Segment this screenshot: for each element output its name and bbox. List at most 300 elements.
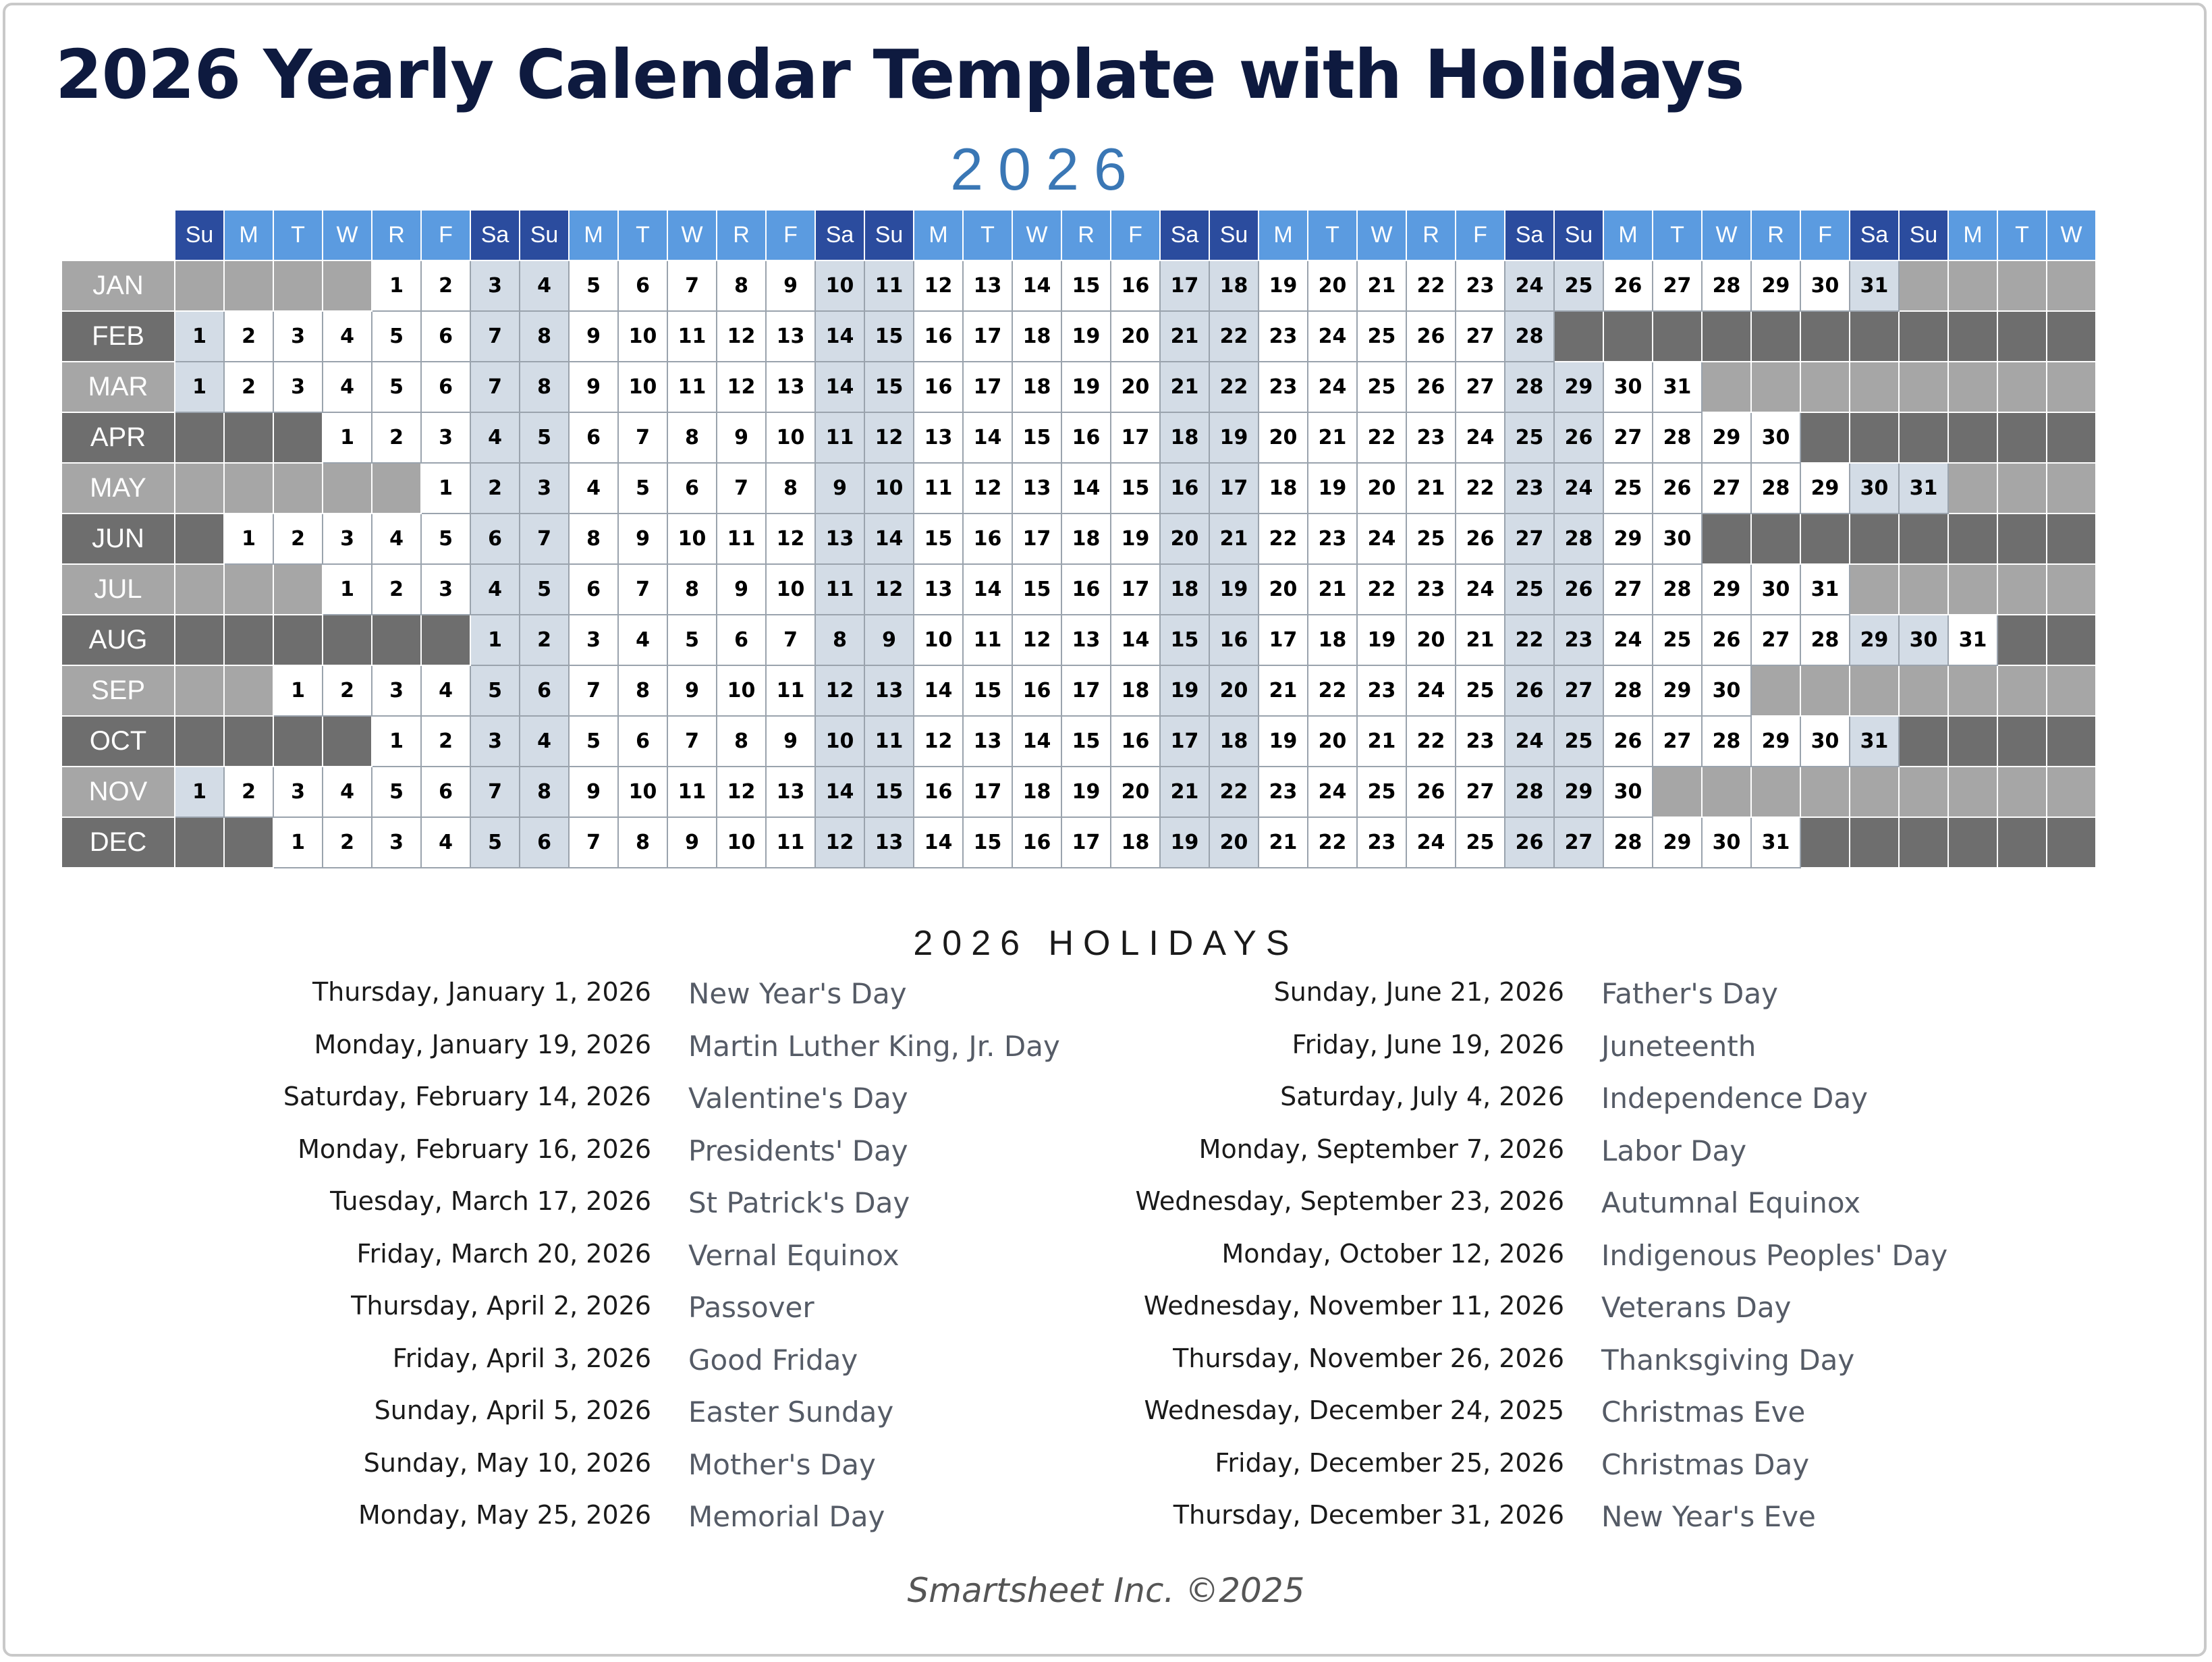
day-cell: 4 bbox=[323, 767, 372, 817]
day-cell: 14 bbox=[815, 311, 864, 362]
day-cell: 2 bbox=[421, 716, 470, 767]
day-cell: 20 bbox=[1111, 311, 1160, 362]
holiday-name: Memorial Day bbox=[688, 1500, 885, 1533]
day-cell: 14 bbox=[864, 514, 914, 564]
day-cell: 28 bbox=[1702, 260, 1751, 311]
day-cell: 22 bbox=[1406, 716, 1456, 767]
day-cell: 12 bbox=[1012, 615, 1061, 665]
day-cell: 31 bbox=[1751, 817, 1800, 868]
day-cell: 31 bbox=[1850, 260, 1899, 311]
day-cell: 20 bbox=[1406, 615, 1456, 665]
day-cell: 26 bbox=[1603, 716, 1653, 767]
day-cell: 7 bbox=[520, 514, 569, 564]
empty-cell bbox=[224, 463, 273, 514]
day-cell: 23 bbox=[1406, 412, 1456, 463]
day-cell: 29 bbox=[1800, 463, 1850, 514]
empty-cell bbox=[1751, 311, 1800, 362]
day-cell: 27 bbox=[1554, 665, 1603, 716]
day-cell: 24 bbox=[1308, 767, 1357, 817]
day-cell: 16 bbox=[963, 514, 1012, 564]
empty-cell bbox=[175, 817, 224, 868]
day-cell: 24 bbox=[1406, 817, 1456, 868]
month-row-aug bbox=[61, 615, 2096, 665]
day-header: Sa bbox=[1850, 210, 1899, 260]
day-cell: 27 bbox=[1653, 716, 1702, 767]
empty-cell bbox=[1702, 311, 1751, 362]
holiday-date: Friday, June 19, 2026 bbox=[1292, 1029, 1564, 1059]
day-header: R bbox=[372, 210, 421, 260]
empty-cell bbox=[1899, 767, 1948, 817]
day-header: Sa bbox=[815, 210, 864, 260]
day-cell: 1 bbox=[470, 615, 520, 665]
day-cell: 27 bbox=[1653, 260, 1702, 311]
day-cell: 14 bbox=[1012, 260, 1061, 311]
day-cell: 10 bbox=[815, 716, 864, 767]
empty-cell bbox=[1800, 665, 1850, 716]
day-cell: 15 bbox=[1111, 463, 1160, 514]
day-cell: 13 bbox=[963, 716, 1012, 767]
day-header: R bbox=[1406, 210, 1456, 260]
day-cell: 30 bbox=[1653, 514, 1702, 564]
empty-cell bbox=[323, 615, 372, 665]
day-cell: 2 bbox=[224, 362, 273, 412]
day-cell: 16 bbox=[1012, 665, 1061, 716]
day-cell: 16 bbox=[1111, 716, 1160, 767]
day-cell: 15 bbox=[1012, 412, 1061, 463]
day-cell: 5 bbox=[667, 615, 717, 665]
day-cell: 18 bbox=[1012, 767, 1061, 817]
empty-cell bbox=[1948, 817, 1997, 868]
day-cell: 22 bbox=[1456, 463, 1505, 514]
empty-cell bbox=[224, 412, 273, 463]
holiday-row bbox=[0, 1134, 1747, 1187]
holiday-row bbox=[0, 1238, 1948, 1292]
day-cell: 23 bbox=[1406, 564, 1456, 615]
empty-cell bbox=[1800, 514, 1850, 564]
day-cell: 4 bbox=[421, 665, 470, 716]
day-header: T bbox=[1997, 210, 2047, 260]
empty-cell bbox=[2047, 412, 2096, 463]
day-cell: 11 bbox=[963, 615, 1012, 665]
day-cell: 11 bbox=[717, 514, 766, 564]
day-cell: 20 bbox=[1308, 260, 1357, 311]
day-cell: 16 bbox=[914, 362, 963, 412]
holiday-date: Wednesday, November 11, 2026 bbox=[1143, 1291, 1564, 1321]
empty-cell bbox=[2047, 665, 2096, 716]
empty-cell bbox=[1948, 665, 1997, 716]
day-header: W bbox=[1357, 210, 1406, 260]
holiday-name: Juneteenth bbox=[1601, 1029, 1757, 1063]
holiday-name: Good Friday bbox=[688, 1343, 858, 1377]
holiday-row bbox=[0, 1291, 1792, 1344]
day-header: F bbox=[421, 210, 470, 260]
empty-cell bbox=[2047, 514, 2096, 564]
day-cell: 11 bbox=[864, 260, 914, 311]
empty-cell bbox=[1948, 564, 1997, 615]
day-cell: 7 bbox=[470, 767, 520, 817]
empty-cell bbox=[1751, 767, 1800, 817]
day-cell: 31 bbox=[1653, 362, 1702, 412]
day-cell: 2 bbox=[421, 260, 470, 311]
empty-cell bbox=[273, 615, 323, 665]
day-cell: 21 bbox=[1357, 260, 1406, 311]
day-cell: 11 bbox=[815, 564, 864, 615]
holidays-list-right bbox=[0, 977, 1948, 1553]
empty-cell bbox=[1653, 311, 1702, 362]
holiday-name: Independence Day bbox=[1601, 1082, 1868, 1115]
day-cell: 17 bbox=[1160, 260, 1209, 311]
holiday-date: Friday, December 25, 2026 bbox=[1215, 1447, 1564, 1478]
month-label: OCT bbox=[61, 716, 175, 767]
day-header: T bbox=[618, 210, 667, 260]
day-cell: 21 bbox=[1209, 514, 1259, 564]
day-cell: 24 bbox=[1554, 463, 1603, 514]
holiday-date: Thursday, April 2, 2026 bbox=[351, 1291, 651, 1321]
day-cell: 13 bbox=[815, 514, 864, 564]
day-header: M bbox=[914, 210, 963, 260]
empty-cell bbox=[1997, 260, 2047, 311]
month-row-sep bbox=[61, 665, 2096, 716]
day-cell: 14 bbox=[914, 665, 963, 716]
day-cell: 13 bbox=[963, 260, 1012, 311]
empty-cell bbox=[273, 564, 323, 615]
day-cell: 23 bbox=[1456, 716, 1505, 767]
day-cell: 20 bbox=[1259, 412, 1308, 463]
day-cell: 7 bbox=[667, 260, 717, 311]
day-cell: 11 bbox=[667, 362, 717, 412]
day-cell: 12 bbox=[815, 665, 864, 716]
day-cell: 19 bbox=[1160, 817, 1209, 868]
day-header: T bbox=[1653, 210, 1702, 260]
day-cell: 31 bbox=[1800, 564, 1850, 615]
month-label: AUG bbox=[61, 615, 175, 665]
day-cell: 10 bbox=[815, 260, 864, 311]
day-cell: 26 bbox=[1456, 514, 1505, 564]
empty-cell bbox=[1997, 412, 2047, 463]
month-row-feb bbox=[61, 311, 2096, 362]
day-cell: 26 bbox=[1554, 412, 1603, 463]
day-cell: 10 bbox=[717, 817, 766, 868]
day-cell: 3 bbox=[273, 311, 323, 362]
empty-cell bbox=[1751, 362, 1800, 412]
day-cell: 11 bbox=[766, 817, 815, 868]
day-cell: 6 bbox=[520, 665, 569, 716]
day-cell: 18 bbox=[1111, 817, 1160, 868]
day-cell: 16 bbox=[1209, 615, 1259, 665]
day-cell: 24 bbox=[1603, 615, 1653, 665]
day-cell: 2 bbox=[273, 514, 323, 564]
day-header: F bbox=[1800, 210, 1850, 260]
day-cell: 20 bbox=[1259, 564, 1308, 615]
empty-cell bbox=[2047, 716, 2096, 767]
day-header: R bbox=[1061, 210, 1111, 260]
empty-cell bbox=[224, 716, 273, 767]
day-cell: 16 bbox=[1061, 564, 1111, 615]
day-cell: 25 bbox=[1357, 767, 1406, 817]
holiday-row bbox=[0, 1082, 1868, 1134]
day-cell: 18 bbox=[1259, 463, 1308, 514]
holiday-name: Vernal Equinox bbox=[688, 1238, 900, 1272]
day-cell: 14 bbox=[963, 412, 1012, 463]
day-cell: 5 bbox=[520, 564, 569, 615]
day-header: Sa bbox=[1505, 210, 1554, 260]
day-cell: 28 bbox=[1603, 817, 1653, 868]
holiday-date: Monday, May 25, 2026 bbox=[358, 1500, 651, 1530]
holiday-row bbox=[0, 1500, 1816, 1553]
holiday-date: Tuesday, March 17, 2026 bbox=[330, 1186, 651, 1216]
day-cell: 6 bbox=[618, 260, 667, 311]
day-cell: 3 bbox=[372, 665, 421, 716]
day-cell: 12 bbox=[914, 260, 963, 311]
day-cell: 23 bbox=[1357, 665, 1406, 716]
day-cell: 30 bbox=[1751, 564, 1800, 615]
day-cell: 28 bbox=[1603, 665, 1653, 716]
day-cell: 16 bbox=[1111, 260, 1160, 311]
day-header: Su bbox=[1899, 210, 1948, 260]
day-cell: 15 bbox=[963, 817, 1012, 868]
empty-cell bbox=[2047, 817, 2096, 868]
day-cell: 18 bbox=[1160, 412, 1209, 463]
day-cell: 4 bbox=[372, 514, 421, 564]
day-cell: 30 bbox=[1800, 260, 1850, 311]
holiday-name: Autumnal Equinox bbox=[1601, 1186, 1861, 1219]
empty-cell bbox=[224, 817, 273, 868]
day-cell: 9 bbox=[766, 260, 815, 311]
day-cell: 13 bbox=[914, 564, 963, 615]
day-header: F bbox=[1456, 210, 1505, 260]
empty-cell bbox=[1800, 311, 1850, 362]
day-cell: 8 bbox=[618, 665, 667, 716]
day-cell: 28 bbox=[1505, 362, 1554, 412]
day-cell: 27 bbox=[1603, 412, 1653, 463]
day-cell: 14 bbox=[815, 767, 864, 817]
day-cell: 1 bbox=[273, 665, 323, 716]
day-cell: 7 bbox=[667, 716, 717, 767]
holiday-date: Friday, March 20, 2026 bbox=[356, 1238, 651, 1269]
day-cell: 14 bbox=[1111, 615, 1160, 665]
day-cell: 21 bbox=[1259, 665, 1308, 716]
day-cell: 9 bbox=[815, 463, 864, 514]
empty-cell bbox=[1899, 817, 1948, 868]
day-cell: 8 bbox=[520, 362, 569, 412]
day-cell: 17 bbox=[1061, 817, 1111, 868]
day-cell: 1 bbox=[372, 716, 421, 767]
day-cell: 11 bbox=[914, 463, 963, 514]
day-header: F bbox=[1111, 210, 1160, 260]
day-cell: 20 bbox=[1209, 665, 1259, 716]
day-cell: 21 bbox=[1406, 463, 1456, 514]
day-cell: 21 bbox=[1456, 615, 1505, 665]
month-row-jan bbox=[61, 260, 2096, 311]
day-header: Sa bbox=[470, 210, 520, 260]
month-label: APR bbox=[61, 412, 175, 463]
day-cell: 7 bbox=[569, 665, 618, 716]
holiday-row bbox=[0, 1029, 1757, 1082]
day-cell: 9 bbox=[766, 716, 815, 767]
empty-cell bbox=[175, 564, 224, 615]
day-cell: 19 bbox=[1061, 311, 1111, 362]
empty-cell bbox=[175, 716, 224, 767]
day-cell: 13 bbox=[864, 665, 914, 716]
empty-cell bbox=[1899, 311, 1948, 362]
month-label: JUN bbox=[61, 514, 175, 564]
empty-cell bbox=[1800, 362, 1850, 412]
day-cell: 29 bbox=[1702, 564, 1751, 615]
day-cell: 25 bbox=[1505, 564, 1554, 615]
empty-cell bbox=[2047, 615, 2096, 665]
day-cell: 26 bbox=[1603, 260, 1653, 311]
day-cell: 18 bbox=[1160, 564, 1209, 615]
day-cell: 13 bbox=[766, 362, 815, 412]
day-header: T bbox=[273, 210, 323, 260]
day-cell: 26 bbox=[1406, 362, 1456, 412]
holidays-heading: 2026 HOLIDAYS bbox=[913, 924, 1299, 963]
day-header: W bbox=[667, 210, 717, 260]
empty-cell bbox=[1899, 665, 1948, 716]
empty-cell bbox=[1554, 311, 1603, 362]
holiday-date: Monday, October 12, 2026 bbox=[1221, 1238, 1564, 1269]
day-cell: 5 bbox=[569, 716, 618, 767]
day-header: F bbox=[766, 210, 815, 260]
holiday-name: Mother's Day bbox=[688, 1447, 876, 1481]
day-cell: 4 bbox=[520, 260, 569, 311]
day-cell: 25 bbox=[1554, 716, 1603, 767]
day-cell: 27 bbox=[1603, 564, 1653, 615]
day-cell: 23 bbox=[1456, 260, 1505, 311]
day-cell: 28 bbox=[1751, 463, 1800, 514]
day-cell: 1 bbox=[421, 463, 470, 514]
empty-cell bbox=[273, 260, 323, 311]
day-header: W bbox=[2047, 210, 2096, 260]
day-cell: 22 bbox=[1505, 615, 1554, 665]
day-cell: 27 bbox=[1702, 463, 1751, 514]
month-label: JUL bbox=[61, 564, 175, 615]
day-cell: 2 bbox=[323, 665, 372, 716]
day-cell: 2 bbox=[372, 564, 421, 615]
day-cell: 26 bbox=[1406, 767, 1456, 817]
day-cell: 7 bbox=[618, 412, 667, 463]
empty-cell bbox=[273, 716, 323, 767]
day-header: Su bbox=[520, 210, 569, 260]
empty-cell bbox=[175, 463, 224, 514]
day-cell: 5 bbox=[470, 665, 520, 716]
day-cell: 7 bbox=[470, 362, 520, 412]
holiday-date: Monday, September 7, 2026 bbox=[1198, 1134, 1564, 1164]
day-cell: 31 bbox=[1850, 716, 1899, 767]
day-cell: 10 bbox=[914, 615, 963, 665]
day-cell: 17 bbox=[1160, 716, 1209, 767]
day-cell: 1 bbox=[224, 514, 273, 564]
day-cell: 15 bbox=[1160, 615, 1209, 665]
empty-cell bbox=[1850, 817, 1899, 868]
empty-cell bbox=[1850, 665, 1899, 716]
empty-cell bbox=[1948, 412, 1997, 463]
holiday-row bbox=[0, 1395, 1806, 1448]
empty-cell bbox=[1850, 362, 1899, 412]
day-cell: 19 bbox=[1061, 362, 1111, 412]
empty-cell bbox=[224, 564, 273, 615]
holiday-name: Veterans Day bbox=[1601, 1291, 1792, 1324]
day-cell: 3 bbox=[421, 412, 470, 463]
day-cell: 20 bbox=[1209, 817, 1259, 868]
day-cell: 15 bbox=[1061, 716, 1111, 767]
day-cell: 11 bbox=[815, 412, 864, 463]
day-cell: 3 bbox=[470, 716, 520, 767]
day-cell: 6 bbox=[717, 615, 766, 665]
empty-cell bbox=[1800, 767, 1850, 817]
empty-cell bbox=[323, 716, 372, 767]
day-cell: 9 bbox=[667, 817, 717, 868]
day-cell: 1 bbox=[372, 260, 421, 311]
day-cell: 15 bbox=[864, 767, 914, 817]
day-cell: 19 bbox=[1160, 665, 1209, 716]
day-cell: 12 bbox=[717, 362, 766, 412]
day-cell: 25 bbox=[1505, 412, 1554, 463]
day-header: R bbox=[1751, 210, 1800, 260]
empty-cell bbox=[1702, 767, 1751, 817]
day-cell: 26 bbox=[1505, 817, 1554, 868]
day-cell: 24 bbox=[1505, 260, 1554, 311]
day-cell: 21 bbox=[1357, 716, 1406, 767]
day-cell: 20 bbox=[1308, 716, 1357, 767]
day-cell: 13 bbox=[1012, 463, 1061, 514]
day-cell: 22 bbox=[1209, 767, 1259, 817]
holiday-date: Sunday, June 21, 2026 bbox=[1273, 977, 1564, 1007]
day-cell: 23 bbox=[1554, 615, 1603, 665]
day-cell: 22 bbox=[1209, 311, 1259, 362]
day-cell: 19 bbox=[1357, 615, 1406, 665]
day-cell: 6 bbox=[667, 463, 717, 514]
day-cell: 7 bbox=[717, 463, 766, 514]
day-cell: 15 bbox=[864, 362, 914, 412]
day-cell: 2 bbox=[470, 463, 520, 514]
day-cell: 30 bbox=[1800, 716, 1850, 767]
empty-cell bbox=[323, 260, 372, 311]
month-label: NOV bbox=[61, 767, 175, 817]
empty-cell bbox=[1997, 362, 2047, 412]
empty-cell bbox=[372, 463, 421, 514]
day-cell: 13 bbox=[766, 311, 815, 362]
day-cell: 14 bbox=[963, 564, 1012, 615]
day-cell: 25 bbox=[1456, 665, 1505, 716]
empty-cell bbox=[1653, 767, 1702, 817]
day-cell: 24 bbox=[1505, 716, 1554, 767]
day-cell: 8 bbox=[667, 564, 717, 615]
empty-cell bbox=[1948, 767, 1997, 817]
holiday-row bbox=[0, 1343, 1855, 1396]
holiday-row bbox=[0, 1186, 1861, 1239]
month-row-oct bbox=[61, 716, 2096, 767]
month-label: MAY bbox=[61, 463, 175, 514]
holiday-name: New Year's Day bbox=[688, 977, 907, 1010]
day-cell: 23 bbox=[1259, 311, 1308, 362]
day-cell: 19 bbox=[1259, 716, 1308, 767]
day-cell: 15 bbox=[1061, 260, 1111, 311]
day-cell: 5 bbox=[618, 463, 667, 514]
day-cell: 30 bbox=[1603, 362, 1653, 412]
day-cell: 1 bbox=[323, 564, 372, 615]
day-cell: 23 bbox=[1259, 767, 1308, 817]
day-cell: 3 bbox=[273, 767, 323, 817]
day-cell: 11 bbox=[667, 311, 717, 362]
day-cell: 5 bbox=[372, 362, 421, 412]
holiday-date: Sunday, May 10, 2026 bbox=[363, 1447, 651, 1478]
holiday-name: Easter Sunday bbox=[688, 1395, 894, 1429]
empty-cell bbox=[1948, 463, 1997, 514]
day-cell: 10 bbox=[618, 767, 667, 817]
day-cell: 17 bbox=[1259, 615, 1308, 665]
day-cell: 29 bbox=[1850, 615, 1899, 665]
